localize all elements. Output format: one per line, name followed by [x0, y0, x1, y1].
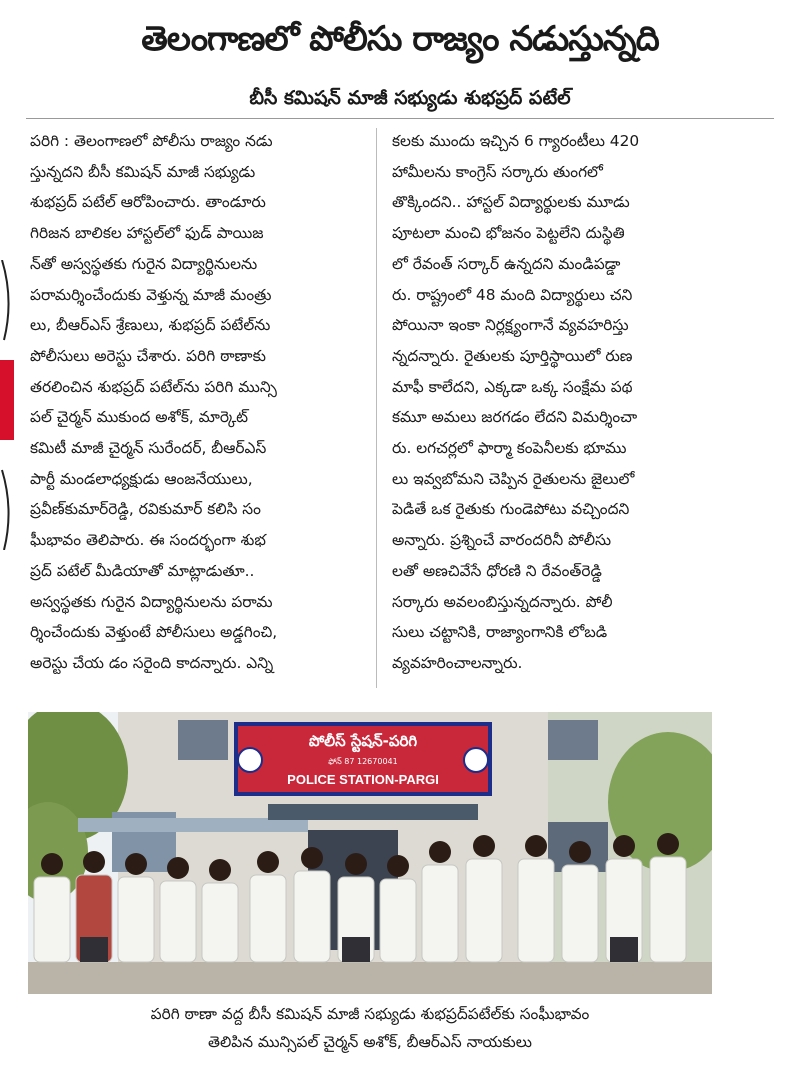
subheadline: బీసీ కమిషన్ మాజీ సభ్యుడు శుభప్రద్ పటేల్ — [249, 87, 571, 109]
article-line: ఘీభావం తెలిపారు. ఈ సందర్భంగా శుభ — [30, 531, 266, 550]
page-edge-marks — [0, 260, 20, 550]
article-line: పరామర్శించేందుకు వెళ్తున్న మాజీ మంత్రు — [30, 285, 272, 304]
article-line: పరిగి : తెలంగాణలో పోలీసు రాజ్యం నడు — [30, 132, 273, 150]
article-line: పల్ చైర్మన్ ముకుంద అశోక్, మార్కెట్ — [30, 408, 248, 427]
article-line: తొక్కిందని.. హాస్టల్ విద్యార్థులకు మూడు — [392, 193, 630, 212]
photo-caption — [28, 1000, 712, 1056]
caption-line: తెలిపిన మున్సిపల్ చైర్మన్ అశోక్, బీఆర్ఎస్ నాయకులు — [208, 1033, 532, 1051]
sign-phone: ఫోన్ 87 12670041 — [328, 757, 398, 766]
article-line: శుభప్రద్ పటేల్ ఆరోపించారు. తాండూరు — [30, 193, 266, 212]
station-sign — [236, 724, 490, 794]
article-line: లు ఇవ్వబోమని చెప్పిన రైతులను జైలులో — [392, 469, 635, 488]
article-line: సర్కారు అవలంబిస్తున్నదన్నారు. పోలీ — [392, 592, 613, 611]
article-line: తరలించిన శుభప్రద్ పటేల్‌ను పరిగి మున్సి — [30, 377, 277, 396]
column-divider — [376, 128, 377, 688]
article-line: పార్టీ మండలాధ్యక్షుడు ఆంజనేయులు, — [30, 469, 253, 488]
news-photo — [28, 712, 712, 994]
article-line: లో రేవంత్ సర్కార్ ఉన్నదని మండిపడ్డా — [392, 254, 621, 273]
article-line: ప్రవీణ్‌కుమార్‌రెడ్డి, రవికుమార్ కలిసి సం — [30, 500, 261, 519]
article-line: న్‌తో అస్వస్థతకు గురైన విద్యార్థినులను — [30, 254, 258, 273]
headline: తెలంగాణలో పోలీసు రాజ్యం నడుస్తున్నది — [141, 19, 659, 59]
article-line: సులు చట్టానికి, రాజ్యాంగానికి లోబడి — [392, 623, 608, 642]
article-column-2 — [392, 126, 732, 679]
article-line: ప్రద్ పటేల్ మీడియాతో మాట్లాడుతూ.. — [30, 561, 255, 580]
article-line: అస్వస్థతకు గురైన విద్యార్థినులను పరామ — [30, 592, 273, 611]
article-line: స్తున్నదని బీసీ కమిషన్ మాజీ సభ్యుడు — [30, 162, 256, 181]
article-line: వ్యవహరించాలన్నారు. — [392, 653, 523, 672]
article-line: పోయినా ఇంకా నిర్లక్ష్యంగానే వ్యవహరిస్తు — [392, 316, 629, 335]
article-line: మాఫీ కాలేదని, ఎక్కడా ఒక్క సంక్షేమ పథ — [392, 377, 633, 396]
sign-english: POLICE STATION-PARGI — [287, 772, 439, 787]
article-line: పోలీసులు అరెస్టు చేశారు. పరిగి ఠాణాకు — [30, 346, 266, 365]
header-rule — [26, 118, 774, 119]
caption-line: పరిగి ఠాణా వద్ద బీసీ కమిషన్ మాజీ సభ్యుడు శుభప్రద్‌పటేల్‌కు సంఘీభావం — [150, 1005, 590, 1023]
article-line: అన్నారు. ప్రశ్నించే వారందరినీ పోలీసు — [392, 531, 612, 550]
article-line: ర్శించేందుకు వెళ్తుంటే పోలీసులు అడ్డగించి, — [30, 623, 278, 642]
article-line: అరెస్టు చేయ డం సరైంది కాదన్నారు. ఎన్ని — [30, 653, 274, 672]
article-line: న్నదన్నారు. రైతులకు పూర్తిస్థాయిలో రుణ — [392, 346, 633, 365]
article-line: హామీలను కాంగ్రెస్ సర్కారు తుంగలో — [392, 162, 603, 181]
article-line: కమూ అమలు జరగడం లేదని విమర్శించా — [392, 408, 638, 427]
article-line: రు. లగచర్లలో ఫార్మా కంపెనీలకు భూము — [392, 439, 627, 458]
article-line: రు. రాష్ట్రంలో 48 మంది విద్యార్థులు చని — [392, 285, 633, 304]
article-column-1 — [30, 126, 370, 679]
article-line: పెడితే ఒక రైతుకు గుండెపోటు వచ్చిందని — [392, 500, 630, 519]
sign-telugu: పోలీస్ స్టేషన్-పరిగి — [308, 732, 418, 750]
article-line: గిరిజన బాలికల హాస్టల్‌లో ఫుడ్ పాయిజ — [30, 224, 264, 243]
article-line: లతో అణచివేసే ధోరణి ని రేవంత్‌రెడ్డి — [392, 561, 602, 580]
article-line: కమిటీ మాజీ చైర్మన్ సురేందర్, బీఆర్ఎస్ — [30, 439, 267, 458]
article-line: పూటలా మంచి భోజనం పెట్టలేని దుస్థితి — [392, 224, 625, 243]
article-line: లు, బీఆర్ఎస్ శ్రేణులు, శుభప్రద్ పటేల్‌ను — [30, 316, 271, 335]
article-line: కలకు ముందు ఇచ్చిన 6 గ్యారంటీలు 420 — [392, 132, 640, 150]
police-station-photo — [28, 712, 712, 994]
